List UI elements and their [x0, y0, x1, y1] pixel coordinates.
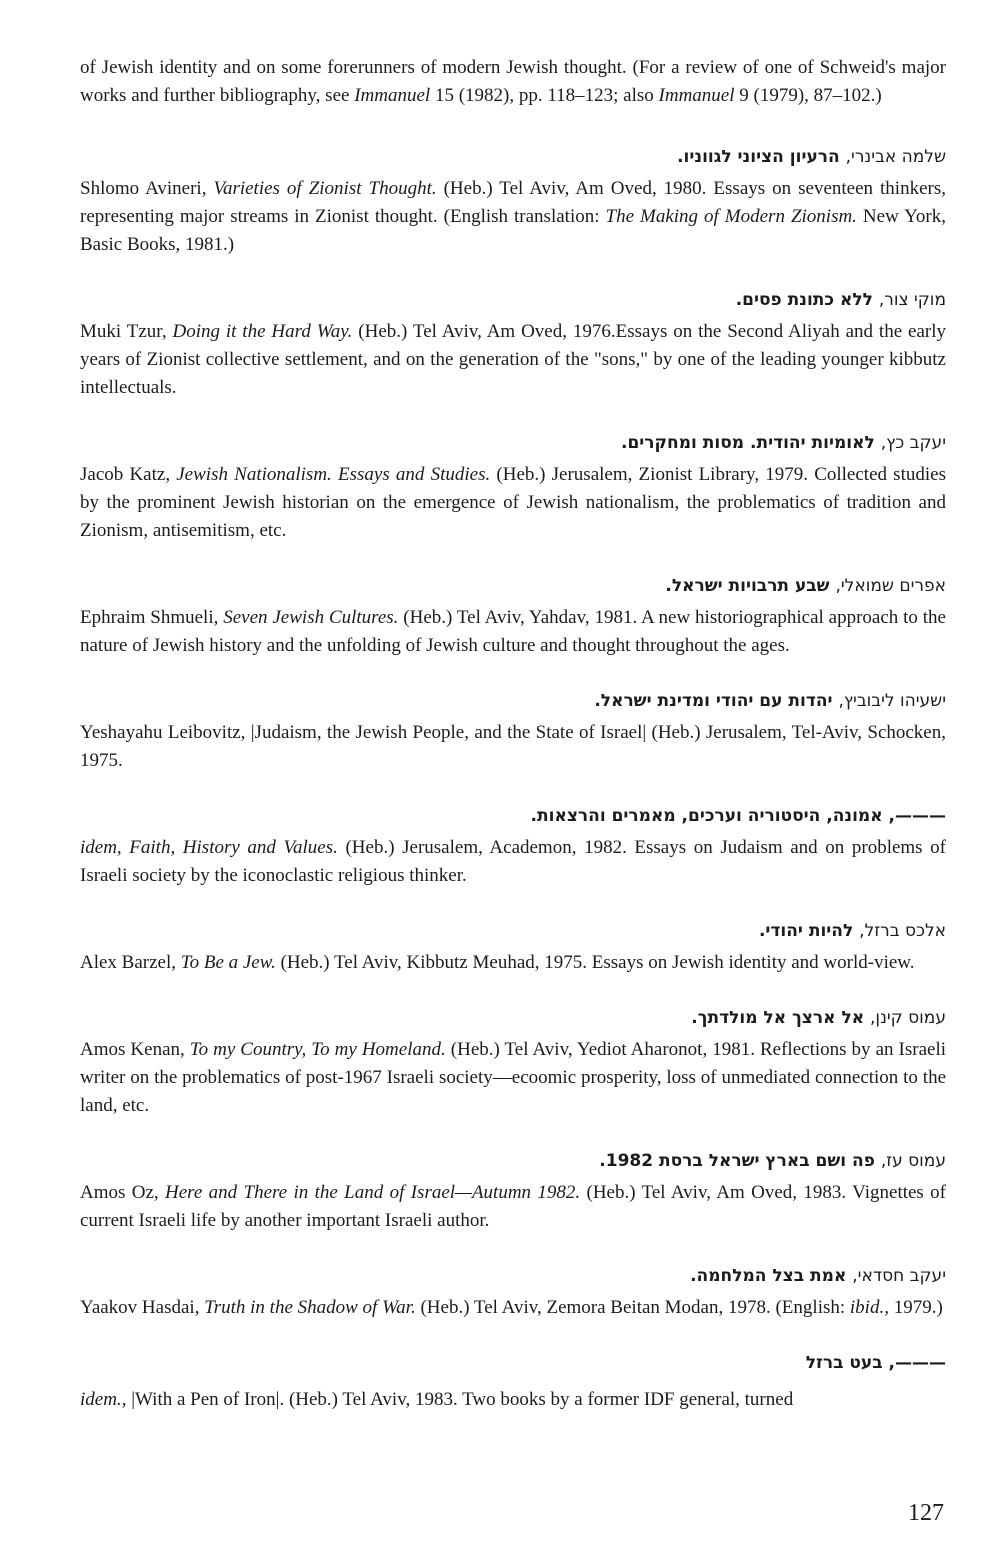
- hebrew-citation: ———, בעט ברזל: [805, 1353, 946, 1373]
- bib-entry-kenan: [80, 1005, 946, 1120]
- intro-text-3: 9 (1979), 87–102.): [734, 85, 882, 106]
- intro-journal-2: Immanuel: [658, 85, 735, 106]
- english-citation: idem., |With a Pen of Iron|. (Heb.) Tel Aviv, 1983. Two books by a former IDF general, turned: [80, 1389, 794, 1410]
- bib-entry-hasdai: [80, 1263, 946, 1322]
- english-citation: Amos Oz, Here and There in the Land of Israel—Autumn 1982. (Heb.) Tel Aviv, Am Oved, 1983. Vignettes of current Israeli life by another important Israeli author.: [80, 1182, 947, 1231]
- bib-entry-katz: [80, 430, 946, 545]
- bib-entry-leibovitz-idem: [80, 803, 946, 890]
- english-citation: Yaakov Hasdai, Truth in the Shadow of War. (Heb.) Tel Aviv, Zemora Beitan Modan, 1978. (English: ibid., 1979.): [80, 1297, 943, 1318]
- bib-entry-avineri: [80, 144, 946, 259]
- hebrew-citation: עמוס עז, פה ושם בארץ ישראל ברסת 1982.: [599, 1151, 946, 1171]
- hebrew-citation: יעקב חסדאי, אמת בצל המלחמה.: [690, 1266, 946, 1286]
- english-citation: Shlomo Avineri, Varieties of Zionist Thought. (Heb.) Tel Aviv, Am Oved, 1980. Essays on seventeen thinkers, representing major streams in Zionist thought. (English translation: The Making of Modern Zionism. New York, Basic Books, 1981.): [80, 178, 946, 255]
- bib-entry-barzel: [80, 918, 946, 977]
- intro-text-1: of Jewish identity and on some forerunners of modern Jewish thought. (For a review of one of Schweid's major works and further bibliography, see: [80, 57, 946, 106]
- hebrew-citation: שלמה אבינרי, הרעיון הציוני לגווניו.: [677, 147, 946, 167]
- intro-paragraph: [80, 54, 946, 110]
- english-citation: Muki Tzur, Doing it the Hard Way. (Heb.) Tel Aviv, Am Oved, 1976.Essays on the Second Aliyah and the early years of Zionist collective settlement, and on the generation of the "sons," by one of the leading younger kibbutz intellectuals.: [80, 321, 946, 398]
- hebrew-citation: ישעיהו ליבוביץ, יהדות עם יהודי ומדינת ישראל.: [594, 691, 946, 711]
- hebrew-citation: מוקי צור, ללא כתונת פסים.: [735, 290, 946, 310]
- english-citation: Amos Kenan, To my Country, To my Homeland. (Heb.) Tel Aviv, Yediot Aharonot, 1981. Reflections by an Israeli writer on the problematics of post-1967 Israeli society—ecoomic prosperity, loss of unmediated connection to the land, etc.: [80, 1039, 946, 1116]
- bib-entry-hasdai-idem: [80, 1350, 946, 1414]
- intro-text-2: 15 (1982), pp. 118–123; also: [430, 85, 659, 106]
- hebrew-citation: יעקב כץ, לאומיות יהודית. מסות ומחקרים.: [620, 433, 946, 453]
- intro-journal-1: Immanuel: [354, 85, 431, 106]
- bib-entry-shmueli: [80, 573, 946, 660]
- hebrew-citation: עמוס קינן, אל ארצך אל מולדתך.: [691, 1008, 946, 1028]
- english-citation: Jacob Katz, Jewish Nationalism. Essays and Studies. (Heb.) Jerusalem, Zionist Library, 1979. Collected studies by the prominent Jewish historian on the emergence of Jewish nationalism, the problematics of tradition and Zionism, antisemitism, etc.: [80, 464, 946, 541]
- page-number: 127: [908, 1500, 944, 1526]
- bib-entry-leibovitz: [80, 688, 946, 775]
- bib-entry-tzur: [80, 287, 946, 402]
- english-citation: Ephraim Shmueli, Seven Jewish Cultures. (Heb.) Tel Aviv, Yahdav, 1981. A new historiographical approach to the nature of Jewish history and the unfolding of Jewish culture and thought throughout the ages.: [80, 607, 946, 656]
- bibliography-page: [80, 54, 946, 1414]
- english-citation: Yeshayahu Leibovitz, |Judaism, the Jewish People, and the State of Israel| (Heb.) Jerusalem, Tel-Aviv, Schocken, 1975.: [80, 722, 946, 771]
- english-citation: Alex Barzel, To Be a Jew. (Heb.) Tel Aviv, Kibbutz Meuhad, 1975. Essays on Jewish identity and world-view.: [80, 952, 915, 973]
- english-citation: idem, Faith, History and Values. (Heb.) Jerusalem, Academon, 1982. Essays on Judaism and on problems of Israeli society by the iconoclastic religious thinker.: [80, 837, 947, 886]
- hebrew-citation: אפרים שמואלי, שבע תרבויות ישראל.: [665, 576, 946, 596]
- bib-entry-oz: [80, 1148, 946, 1235]
- hebrew-citation: אלכס ברזל, להיות יהודי.: [758, 921, 946, 941]
- hebrew-citation: ———, אמונה, היסטוריה וערכים, מאמרים והרצאות.: [530, 806, 946, 826]
